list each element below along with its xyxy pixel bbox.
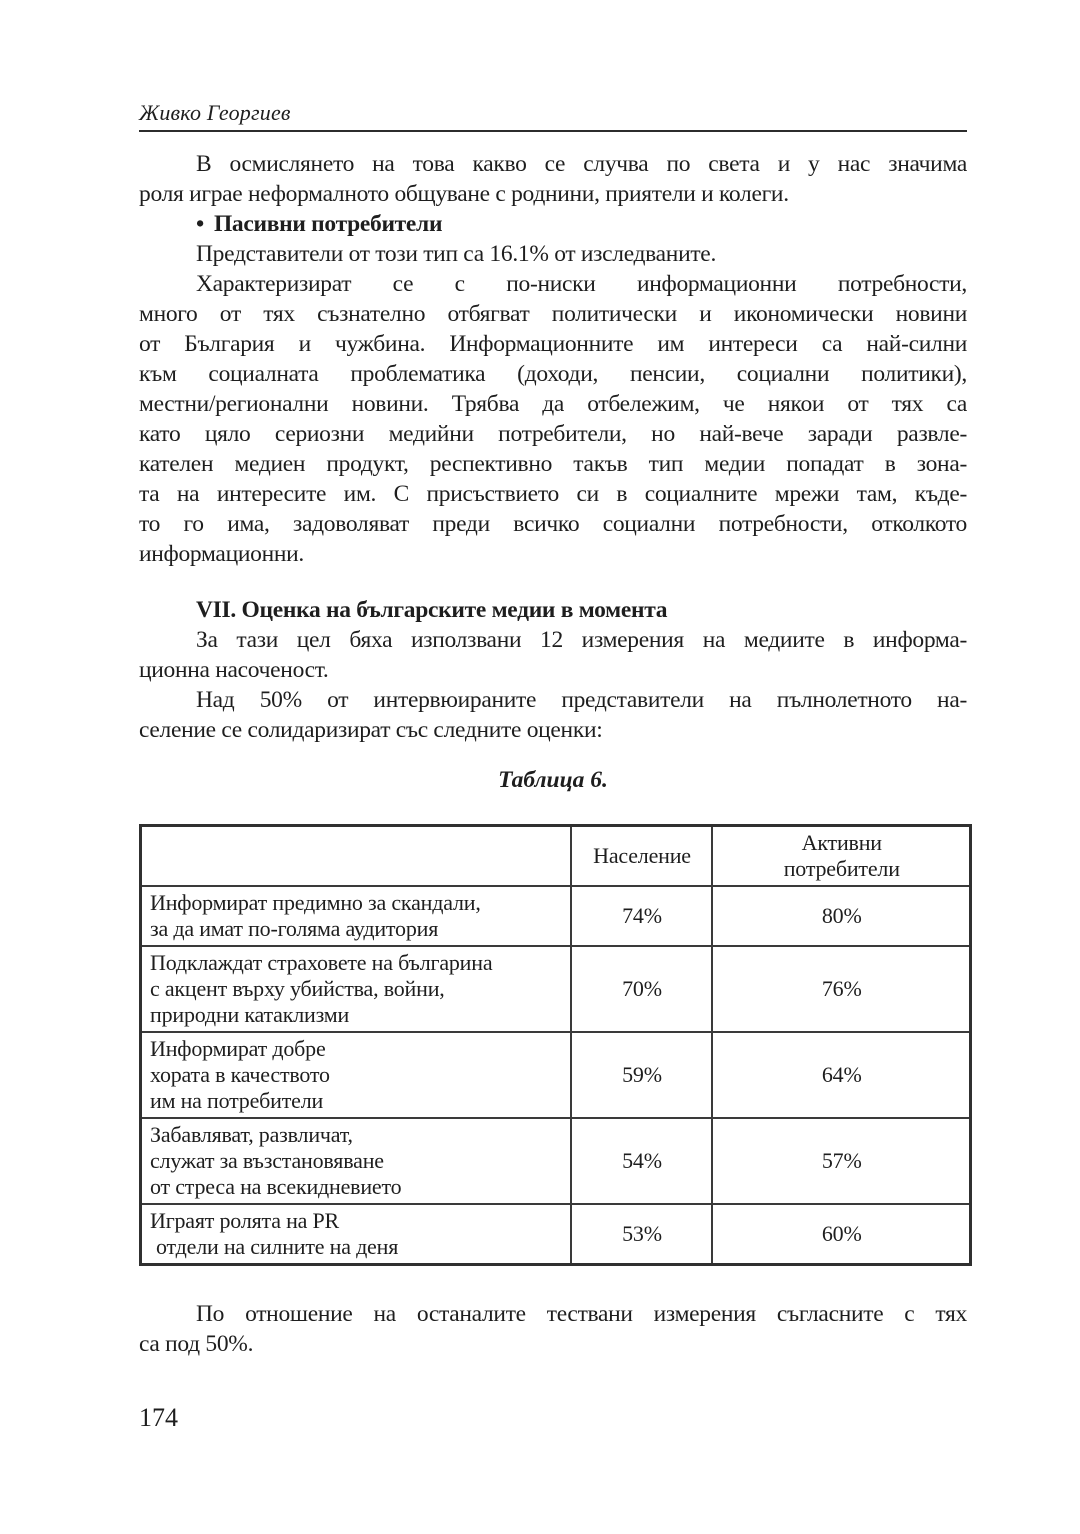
text-line: много от тях съзнателно отбягват политически и икономически новини — [139, 301, 967, 327]
population-value-cell: 53% — [571, 1204, 712, 1265]
cell-text-line: Информират добре — [150, 1036, 326, 1061]
text-column — [139, 100, 967, 1359]
population-value-cell: 74% — [571, 886, 712, 946]
header-active-users — [712, 826, 971, 887]
header-label: Население — [593, 843, 691, 868]
media-assessment-table — [139, 824, 972, 1266]
paragraph-closing — [139, 1299, 967, 1359]
bullet-icon: • — [196, 211, 204, 237]
paragraph-measurements — [139, 625, 967, 685]
population-value-cell: 54% — [571, 1118, 712, 1204]
cell-text-line: Подклаждат страховете на българина — [150, 950, 493, 975]
cell-text-line: Играят ролята на PR — [150, 1208, 340, 1233]
text-line: като цяло сериозни медийни потребители, но най-вече заради развле- — [139, 421, 967, 447]
table-header-row — [141, 826, 971, 887]
text-line: то го има, задоволяват преди всичко социални потребности, отколкото — [139, 511, 967, 537]
bullet-heading-label: Пасивни потребители — [213, 211, 443, 237]
table-row — [141, 1118, 971, 1204]
paragraph-over-50 — [139, 685, 967, 745]
text-line: са под 50%. — [139, 1331, 254, 1357]
cell-text-line: за да имат по-голяма аудитория — [150, 916, 439, 941]
cell-text-line: природни катаклизми — [150, 1002, 350, 1027]
text-line: та на интересите им. С присъствието си в социалните мрежи там, къде- — [139, 481, 967, 507]
population-value-cell: 59% — [571, 1032, 712, 1118]
section-heading-vii: VII. Оценка на българските медии в момента — [196, 597, 668, 623]
row-label-cell — [141, 1032, 571, 1118]
header-empty-cell — [141, 826, 571, 887]
text-line: местни/регионални новини. Трябва да отбележим, че някои от тях са — [139, 391, 967, 417]
text-line: от България и чужбина. Информационните им интереси са най-силни — [139, 331, 967, 357]
text-line: ционна насоченост. — [139, 657, 329, 683]
text-line: кателен медиен продукт, респективно такъв тип медии попадат в зона- — [139, 451, 967, 477]
table-row — [141, 1204, 971, 1265]
cell-text-line: служат за възстановяване — [150, 1148, 384, 1173]
row-label-cell — [141, 1118, 571, 1204]
cell-text-line: от стреса на всекидневието — [150, 1174, 402, 1199]
cell-text-line: хората в качеството — [150, 1062, 330, 1087]
text-line: По отношение на останалите тествани измерения съгласните с тях — [196, 1301, 967, 1327]
row-label-cell — [141, 946, 571, 1032]
active-users-value-cell: 76% — [712, 946, 971, 1032]
text-line: селение се солидаризират със следните оценки: — [139, 717, 603, 743]
table-row — [141, 886, 971, 946]
paragraph-representatives — [139, 239, 967, 269]
running-header-author: Живко Георгиев — [139, 100, 967, 132]
active-users-value-cell: 64% — [712, 1032, 971, 1118]
bullet-heading-passive-users — [139, 209, 967, 239]
page-number: 174 — [139, 1403, 178, 1432]
row-label-cell — [141, 1204, 571, 1265]
population-value-cell: 70% — [571, 946, 712, 1032]
text-line: роля играе неформалното общуване с роднини, приятели и колеги. — [139, 181, 789, 207]
cell-text-line: с акцент върху убийства, войни, — [150, 976, 445, 1001]
paragraph-characteristics — [139, 269, 967, 569]
text-line: В осмислянето на това какво се случва по света и у нас значима — [196, 151, 967, 177]
table-row — [141, 946, 971, 1032]
active-users-value-cell: 60% — [712, 1204, 971, 1265]
header-population — [571, 826, 712, 887]
text-line: Над 50% от интервюираните представители на пълнолетното на- — [196, 687, 967, 713]
text-line: към социалната проблематика (доходи, пенсии, социални политики), — [139, 361, 967, 387]
cell-text-line: Забавляват, развличат, — [150, 1122, 353, 1147]
row-label-cell — [141, 886, 571, 946]
table-row — [141, 1032, 971, 1118]
header-label-line: потребители — [783, 856, 900, 881]
cell-text-line: Информират предимно за скандали, — [150, 890, 481, 915]
table-caption: Таблица 6. — [498, 767, 608, 793]
cell-text-line: отдели на силните на деня — [156, 1234, 399, 1259]
header-label-line: Активни — [801, 830, 882, 855]
cell-text-line: им на потребители — [150, 1088, 324, 1113]
text-line: За тази цел бяха използвани 12 измерения на медиите в информа- — [196, 627, 967, 653]
text-line: информационни. — [139, 541, 304, 567]
text-line: Представители от този тип са 16.1% от изследваните. — [196, 241, 717, 267]
active-users-value-cell: 57% — [712, 1118, 971, 1204]
paragraph-intro — [139, 149, 967, 209]
text-line: Характеризират се с по-ниски информационни потребности, — [196, 271, 967, 297]
active-users-value-cell: 80% — [712, 886, 971, 946]
